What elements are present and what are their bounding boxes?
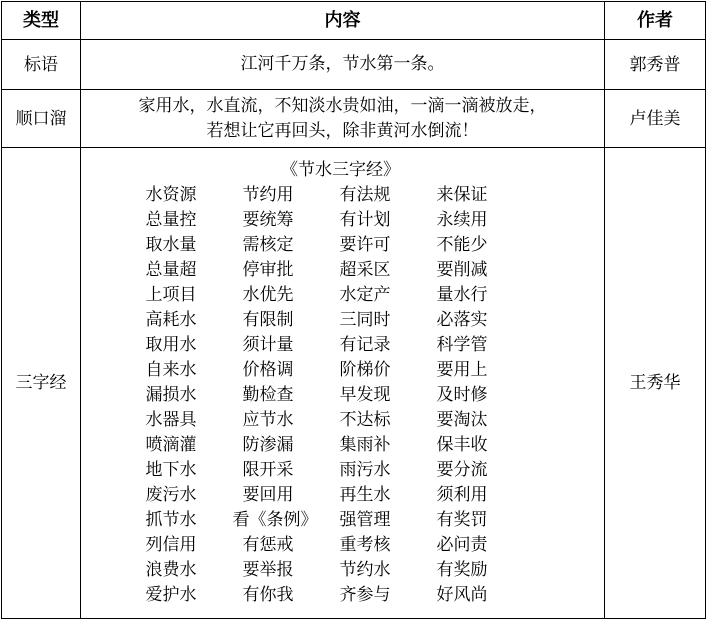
cell-author: 卢佳美 <box>605 90 706 148</box>
poem-phrase: 自来水 <box>145 359 197 380</box>
poem-phrase: 量水行 <box>436 284 488 305</box>
poem-phrase: 有奖罚 <box>436 509 488 530</box>
poem-phrase: 要举报 <box>242 559 294 580</box>
poem-phrase: 水定产 <box>339 284 391 305</box>
poem-phrase: 爱护水 <box>145 584 197 605</box>
slogan-text: 江河千万条，节水第一条。 <box>240 54 445 74</box>
poem-phrase: 有奖励 <box>436 559 488 580</box>
poem-phrase: 雨污水 <box>339 459 391 480</box>
poem-phrase: 有限制 <box>242 309 294 330</box>
poem-phrase: 喷滴灌 <box>145 434 197 455</box>
poem-phrase: 来保证 <box>436 184 488 205</box>
poem-phrase: 停审批 <box>242 259 294 280</box>
poem-phrase: 水器具 <box>145 409 197 430</box>
poem-phrase: 永续用 <box>436 209 488 230</box>
poem-phrase: 水优先 <box>242 284 294 305</box>
cell-author: 郭秀普 <box>605 40 706 90</box>
poem-phrase: 重考核 <box>339 534 391 555</box>
poem-phrase: 漏损水 <box>145 384 197 405</box>
poem-phrase: 有惩戒 <box>242 534 294 555</box>
poem-phrase: 三同时 <box>339 309 391 330</box>
cell-type: 顺口溜 <box>2 90 81 148</box>
poem-phrase: 高耗水 <box>145 309 197 330</box>
poem-phrase: 需核定 <box>242 234 294 255</box>
poem-phrase: 勤检查 <box>242 384 294 405</box>
cell-content <box>81 90 605 148</box>
table-row-slogan <box>2 40 706 90</box>
poem-phrase: 早发现 <box>339 384 391 405</box>
poem-phrase: 科学管 <box>436 334 488 355</box>
poem-phrase: 列信用 <box>145 534 197 555</box>
poem-phrase: 应节水 <box>242 409 294 430</box>
poem-phrase: 有你我 <box>242 584 294 605</box>
poem-phrase: 要许可 <box>339 234 391 255</box>
poem-phrase: 上项目 <box>145 284 197 305</box>
poem-phrase: 再生水 <box>339 484 391 505</box>
rhyme-line: 若想让它再回头，除非黄河水倒流！ <box>206 120 479 141</box>
water-saving-table <box>1 1 706 619</box>
poem-phrase: 须计量 <box>242 334 294 355</box>
poem-title: 《节水三字经》 <box>281 160 400 181</box>
poem-phrase: 总量超 <box>145 259 197 280</box>
poem-phrase: 水资源 <box>145 184 197 205</box>
poem-phrase: 节约水 <box>339 559 391 580</box>
table-row-three-character-classic <box>2 148 706 619</box>
poem-phrase: 保丰收 <box>436 434 488 455</box>
header-content: 内容 <box>81 2 605 40</box>
poem-phrase: 要回用 <box>242 484 294 505</box>
poem-phrase: 要用上 <box>436 359 488 380</box>
poem-verse-grid <box>75 183 604 608</box>
header-type: 类型 <box>2 2 81 40</box>
poem-phrase: 及时修 <box>436 384 488 405</box>
poem-phrase: 总量控 <box>145 209 197 230</box>
poem-phrase: 好风尚 <box>436 584 488 605</box>
rhyme-line: 家用水，水直流，不知淡水贵如油，一滴一滴被放走， <box>138 95 547 116</box>
poem-phrase: 有计划 <box>339 209 391 230</box>
cell-content <box>81 40 605 90</box>
poem-phrase: 浪费水 <box>145 559 197 580</box>
poem-phrase: 防渗漏 <box>242 434 294 455</box>
cell-content <box>81 148 605 619</box>
poem-phrase: 有记录 <box>339 334 391 355</box>
poem-phrase: 超采区 <box>339 259 391 280</box>
poem-phrase: 集雨补 <box>339 434 391 455</box>
poem-phrase: 要淘汰 <box>436 409 488 430</box>
header-author: 作者 <box>605 2 706 40</box>
poem-phrase: 看《条例》 <box>232 509 318 530</box>
cell-type: 三字经 <box>2 148 81 619</box>
poem-phrase: 节约用 <box>242 184 294 205</box>
poem-phrase: 废污水 <box>145 484 197 505</box>
cell-author: 王秀华 <box>605 148 706 619</box>
poem-phrase: 不达标 <box>339 409 391 430</box>
poem-phrase: 有法规 <box>339 184 391 205</box>
poem-phrase: 要削减 <box>436 259 488 280</box>
poem-phrase: 取水量 <box>145 234 197 255</box>
cell-type: 标语 <box>2 40 81 90</box>
table-row-rhyme <box>2 90 706 148</box>
poem-phrase: 取用水 <box>145 334 197 355</box>
poem-phrase: 地下水 <box>145 459 197 480</box>
poem-phrase: 必问责 <box>436 534 488 555</box>
poem-phrase: 不能少 <box>436 234 488 255</box>
poem-phrase: 限开采 <box>242 459 294 480</box>
poem-phrase: 阶梯价 <box>339 359 391 380</box>
poem-phrase: 须利用 <box>436 484 488 505</box>
poem-phrase: 必落实 <box>436 309 488 330</box>
poem-phrase: 强管理 <box>339 509 391 530</box>
table-header-row <box>2 2 706 40</box>
poem-phrase: 要分流 <box>436 459 488 480</box>
poem-phrase: 要统筹 <box>242 209 294 230</box>
poem-phrase: 齐参与 <box>339 584 391 605</box>
poem-phrase: 抓节水 <box>145 509 197 530</box>
poem-phrase: 价格调 <box>242 359 294 380</box>
